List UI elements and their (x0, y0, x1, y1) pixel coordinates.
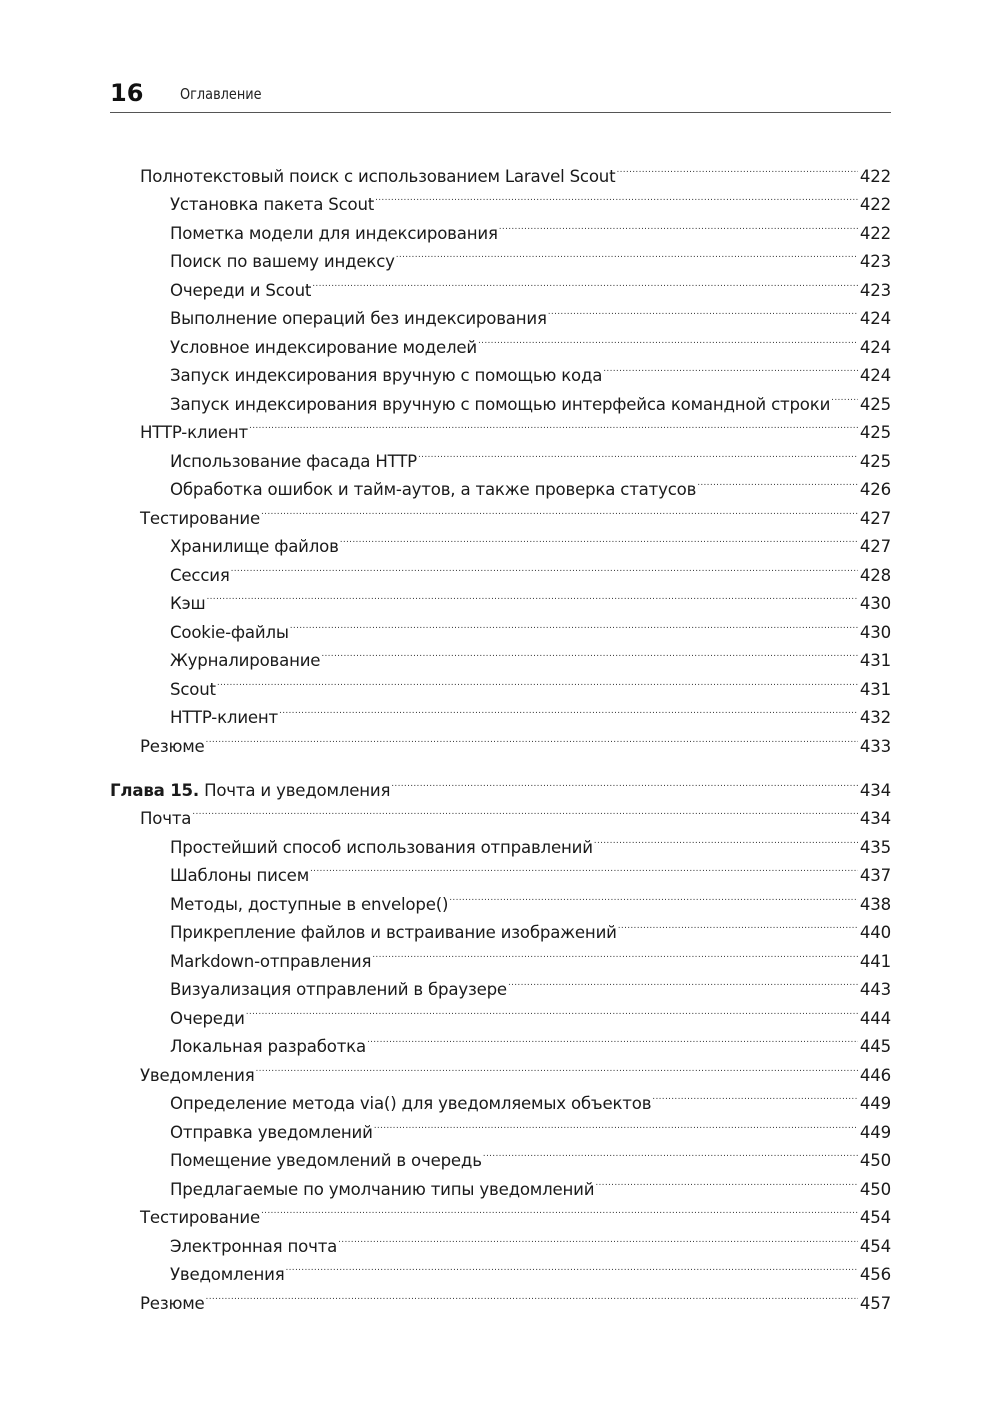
toc-entry[interactable] (110, 695, 891, 727)
toc-entry-page: 450 (859, 1179, 891, 1199)
toc-entry-title: Шаблоны писем (170, 866, 310, 885)
dot-leader (246, 995, 858, 1024)
dot-leader (338, 1223, 858, 1252)
toc-entry[interactable] (110, 723, 891, 756)
toc-entry-page: 454 (859, 1236, 891, 1256)
table-of-contents (110, 153, 891, 1313)
toc-entry-title: Markdown-отправления (170, 951, 372, 971)
toc-entry-title: Хранилище файлов (170, 537, 339, 556)
toc-entry-title: Выполнение операций без индексирования (170, 309, 547, 328)
dot-leader (483, 1138, 858, 1167)
toc-entry-title: Очереди (170, 1008, 245, 1028)
toc-entry-page: 438 (859, 894, 891, 914)
toc-entry[interactable] (110, 581, 891, 613)
toc-entry-title: Визуализация отправлений в браузере (170, 980, 507, 999)
dot-leader (418, 438, 858, 467)
dot-leader (831, 381, 858, 410)
toc-entry-page: 422 (859, 195, 891, 214)
toc-entry-page: 428 (859, 565, 891, 585)
toc-entry[interactable] (110, 153, 891, 186)
toc-entry-page: 425 (859, 451, 891, 471)
dot-leader (372, 938, 858, 967)
toc-entry-title: Пометка модели для индексирования (170, 223, 498, 243)
toc-entry-page: 424 (859, 309, 891, 328)
dot-leader (499, 210, 858, 239)
dot-leader (478, 324, 858, 353)
toc-entry-page: 449 (859, 1122, 891, 1142)
dot-leader (340, 524, 858, 553)
toc-entry-title: Scout (170, 679, 216, 699)
toc-entry-title: Полнотекстовый поиск с использованием Laravel Scout (140, 166, 616, 186)
toc-entry-title: Методы, доступные в envelope() (170, 894, 449, 914)
dot-leader (285, 1252, 857, 1281)
toc-entry-page: 422 (859, 166, 891, 186)
toc-entry-page: 425 (859, 423, 891, 442)
toc-entry-title: Уведомления (140, 1065, 255, 1085)
toc-entry-page: 434 (859, 780, 891, 800)
dot-leader (595, 1166, 858, 1195)
toc-entry-title: Тестирование (140, 1208, 260, 1227)
toc-entry[interactable] (110, 824, 891, 857)
toc-entry-title: Кэш (170, 594, 206, 613)
dot-leader (603, 353, 858, 382)
toc-entry-page: 431 (859, 679, 891, 699)
dot-leader (548, 296, 858, 325)
toc-entry-page: 435 (859, 837, 891, 857)
toc-entry-page: 444 (859, 1008, 891, 1028)
dot-leader (206, 1280, 858, 1309)
dot-leader (616, 153, 857, 182)
chapter-prefix: Глава 15. (110, 780, 199, 800)
toc-entry-page: 430 (859, 594, 891, 613)
toc-entry-title: Запуск индексирования вручную с помощью интерфейса командной строки (170, 394, 831, 414)
dot-leader (249, 410, 858, 439)
toc-block-chapter-15 (110, 796, 891, 1313)
toc-entry-page: 426 (859, 480, 891, 499)
dot-leader (255, 1052, 857, 1081)
dot-leader (508, 967, 858, 996)
dot-leader (261, 1195, 858, 1224)
toc-entry-page: 422 (859, 223, 891, 243)
toc-entry-page: 450 (859, 1151, 891, 1170)
toc-entry-page: 440 (859, 923, 891, 942)
toc-entry-title: Определение метода via() для уведомляемых объектов (170, 1094, 652, 1113)
toc-entry-title: Поиск по вашему индексу (170, 252, 395, 271)
toc-entry-title: Установка пакета Scout (170, 195, 375, 214)
toc-entry-title: Почта (140, 809, 192, 828)
dot-leader (375, 182, 858, 211)
toc-entry-page: 446 (859, 1065, 891, 1085)
toc-entry-page: 423 (859, 252, 891, 271)
toc-entry[interactable] (110, 1280, 891, 1313)
toc-entry-page: 432 (859, 708, 891, 727)
toc-entry-page: 454 (859, 1208, 891, 1227)
dot-leader (192, 796, 858, 825)
toc-entry-title: Электронная почта (170, 1236, 338, 1256)
toc-entry-page: 427 (859, 508, 891, 528)
dot-leader (396, 239, 858, 268)
toc-entry-title: Локальная разработка (170, 1037, 366, 1056)
toc-entry-page: 427 (859, 537, 891, 556)
toc-entry-title: Резюме (140, 736, 205, 756)
dot-leader (697, 467, 858, 496)
toc-entry-page: 431 (859, 651, 891, 670)
toc-entry-page: 430 (859, 622, 891, 642)
toc-entry-page: 433 (859, 736, 891, 756)
toc-entry-title: Тестирование (140, 508, 260, 528)
dot-leader (618, 910, 858, 939)
dot-leader (217, 666, 858, 695)
toc-entry-title: Журналирование (170, 651, 321, 670)
running-title: Оглавление (180, 85, 262, 103)
toc-entry[interactable] (110, 796, 891, 828)
toc-entry-title: HTTP-клиент (140, 423, 249, 442)
toc-entry-title: Использование фасада HTTP (170, 451, 417, 471)
page-number: 16 (110, 79, 144, 107)
toc-entry-page: 449 (859, 1094, 891, 1113)
dot-leader (206, 581, 857, 610)
dot-leader (374, 1109, 858, 1138)
toc-entry-title: Помещение уведомлений в очередь (170, 1151, 482, 1170)
toc-entry-page: 423 (859, 280, 891, 300)
dot-leader (206, 723, 858, 752)
toc-entry-page: 424 (859, 337, 891, 357)
header-rule (110, 112, 891, 113)
toc-entry-title: Очереди и Scout (170, 280, 312, 300)
toc-entry-page: 434 (859, 809, 891, 828)
dot-leader (321, 638, 858, 667)
toc-entry-title: Сессия (170, 565, 230, 585)
toc-entry-page: 437 (859, 866, 891, 885)
toc-entry[interactable] (110, 666, 891, 699)
toc-entry-title: Предлагаемые по умолчанию типы уведомлений (170, 1179, 595, 1199)
toc-entry-page: 443 (859, 980, 891, 999)
toc-block-chapter-14-tail (110, 153, 891, 756)
dot-leader (231, 552, 858, 581)
toc-entry-page: 445 (859, 1037, 891, 1056)
toc-entry-title: Условное индексирование моделей (170, 337, 478, 357)
toc-entry-page: 441 (859, 951, 891, 971)
toc-entry-page: 457 (859, 1293, 891, 1313)
toc-entry-title: HTTP-клиент (170, 708, 279, 727)
toc-entry-title: Простейший способ использования отправлений (170, 837, 593, 857)
dot-leader (290, 609, 858, 638)
toc-entry-title: Отправка уведомлений (170, 1122, 373, 1142)
toc-chapter-entry[interactable] (110, 767, 891, 800)
page-header (110, 78, 891, 110)
toc-entry-title: Прикрепление файлов и встраивание изображений (170, 923, 617, 942)
dot-leader (279, 695, 858, 724)
dot-leader (391, 767, 858, 796)
toc-entry-title: Резюме (140, 1293, 205, 1313)
dot-leader (652, 1081, 858, 1110)
dot-leader (310, 853, 858, 882)
toc-entry-title: Запуск индексирования вручную с помощью кода (170, 366, 603, 385)
toc-entry-title: Уведомления (170, 1265, 285, 1284)
chapter-title: Почта и уведомления (199, 780, 391, 800)
dot-leader (367, 1024, 858, 1053)
toc-entry-page: 425 (859, 394, 891, 414)
toc-entry-title: Обработка ошибок и тайм-аутов, а также проверка статусов (170, 480, 697, 499)
dot-leader (312, 267, 858, 296)
toc-entry-page: 424 (859, 366, 891, 385)
toc-entry[interactable] (110, 609, 891, 642)
toc-entry-title: Cookie-файлы (170, 622, 289, 642)
toc-entry-page: 456 (859, 1265, 891, 1284)
toc-chapter-gap (110, 752, 891, 768)
dot-leader (449, 881, 858, 910)
dot-leader (594, 824, 858, 853)
dot-leader (261, 495, 858, 524)
